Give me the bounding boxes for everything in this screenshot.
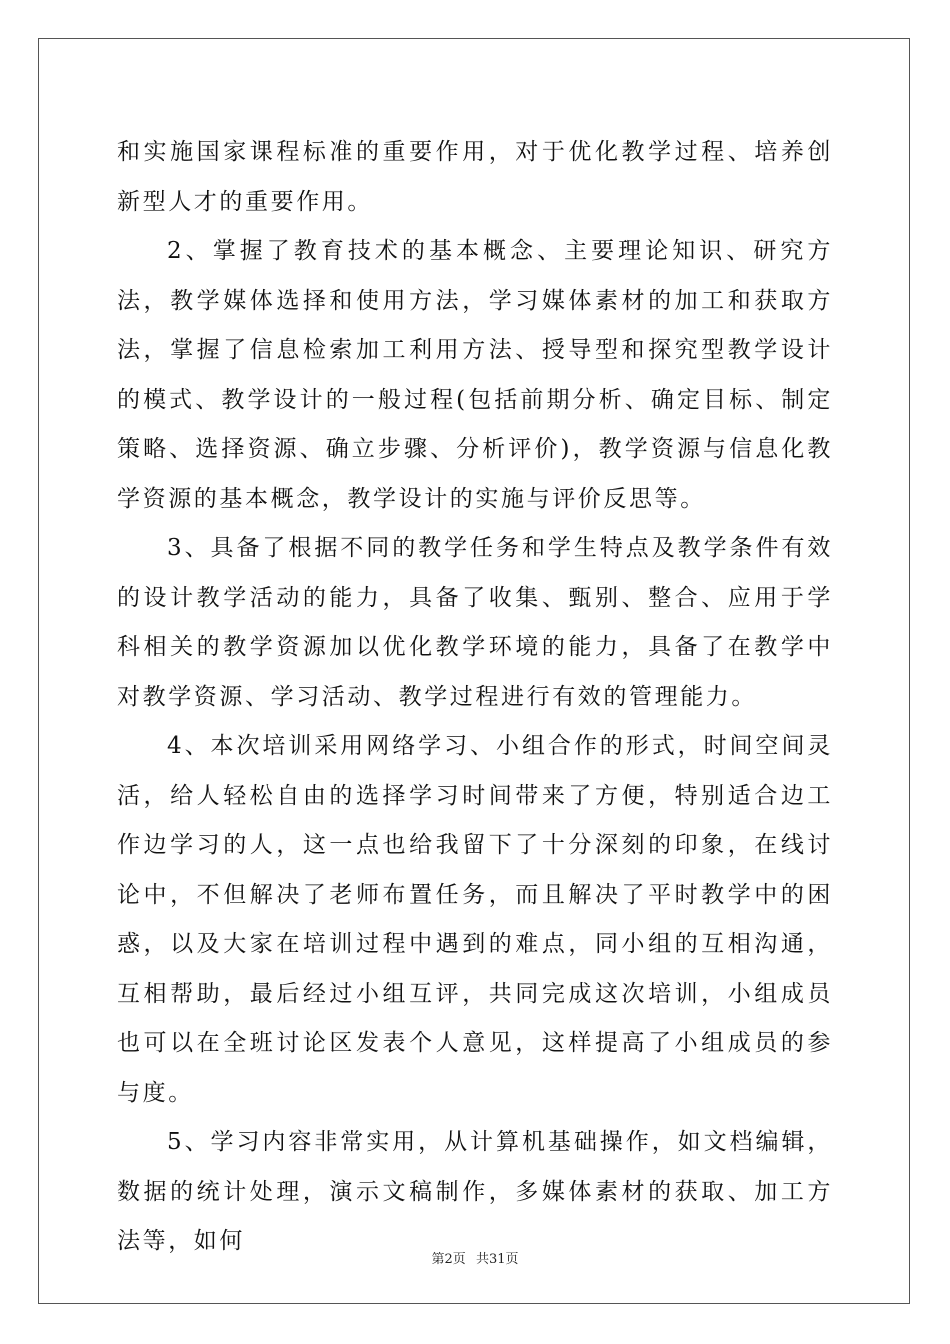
- paragraph-item-2: 2、掌握了教育技术的基本概念、主要理论知识、研究方法，教学媒体选择和使用方法，学习媒体素材的加工和获取方法，掌握了信息检索加工利用方法、授导型和探究型教学设计的模式、教学设计的一般过程(包括前期分析、确定目标、制定策略、选择资源、确立步骤、分析评价)，教学资源与信息化教学资源的基本概念，教学设计的实施与评价反思等。: [117, 238, 833, 512]
- paragraph-item-5: 5、学习内容非常实用，从计算机基础操作，如文档编辑，数据的统计处理，演示文稿制作，多媒体素材的获取、加工方法等，如何: [117, 1129, 833, 1254]
- paragraph-continuation: 和实施国家课程标准的重要作用，对于优化教学过程、培养创新型人才的重要作用。: [117, 139, 833, 215]
- page-footer: [0, 1248, 950, 1267]
- paragraph-item-3: 3、具备了根据不同的教学任务和学生特点及教学条件有效的设计教学活动的能力，具备了收集、甄别、整合、应用于学科相关的教学资源加以优化教学环境的能力，具备了在教学中对教学资源、学习活动、教学过程进行有效的管理能力。: [117, 535, 833, 710]
- page-total: 共31页: [475, 1252, 519, 1267]
- page-number: 第2页: [431, 1252, 466, 1267]
- paragraph-item-4: 4、本次培训采用网络学习、小组合作的形式，时间空间灵活，给人轻松自由的选择学习时间带来了方便，特别适合边工作边学习的人，这一点也给我留下了十分深刻的印象，在线讨论中，不但解决了老师布置任务，而且解决了平时教学中的困惑，以及大家在培训过程中遇到的难点，同小组的互相沟通，互相帮助，最后经过小组互评，共同完成这次培训，小组成员也可以在全班讨论区发表个人意见，这样提高了小组成员的参与度。: [117, 733, 833, 1106]
- document-body: [117, 128, 833, 1267]
